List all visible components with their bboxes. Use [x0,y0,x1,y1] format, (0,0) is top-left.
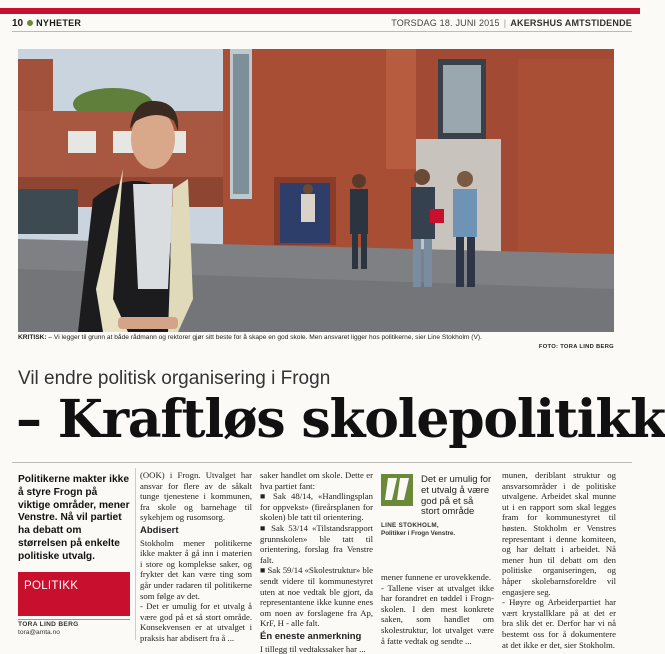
byline-name: TORA LIND BERG [18,621,130,629]
photo-credit: FOTO: TORA LIND BERG [539,344,614,350]
quote-text: Det er umulig for et utvalg å være god på et så stort område [421,475,493,518]
caption-label: KRITISK: [18,334,47,341]
section-tag: POLITIKK [18,572,130,616]
byline [18,619,130,637]
paragraph: saker handlet om skole. Dette er hva partiet fant: [260,470,373,491]
header-rule [12,31,632,32]
subheading: Abdisert [140,526,252,537]
article-column-1 [140,470,252,644]
article-headline: – Kraftløs skolepolitikk [16,389,665,450]
paragraph: mener funnene er urovekkende. [381,572,494,583]
section-name: NYHETER [36,18,81,28]
byline-email: tora@amta.no [18,629,130,637]
quote-mark-icon [381,474,413,506]
newspaper-name: AKERSHUS AMTSTIDENDE [510,18,632,28]
page-number: 10 [12,18,23,29]
page-header [12,16,632,30]
article-kicker: Vil endre politisk organisering i Frogn [18,368,330,390]
quote-name: LINE STOKHOLM, [381,522,491,530]
bullet-item: ■ Sak 48/14, «Handlingsplan for oppvekst» (fireårsplanen for skolen) ble tatt til orientering. [260,491,373,523]
article-column-4 [502,470,616,650]
photo-caption [18,333,614,342]
paragraph: - Høyre og Arbeiderpartiet har vært krystallklare på at det er bra slik det er. Derfor har vi nå bestemt oss for å dokumentere at det ikke er det, sier Stokholm. [502,597,616,650]
top-accent-bar [0,8,640,14]
paragraph: I tillegg til vedtakssaker har ... [260,644,373,654]
column-divider [135,468,136,640]
section-dot-icon [27,20,33,26]
article-lead: Politikerne makter ikke å styre Frogn på viktige områder, mener Venstre. Nå vil partiet ha debatt om størrelsen på enkelte politiske utvalg. [18,474,130,564]
quote-role: Politiker i Frogn Venstre. [381,530,491,538]
paragraph: (OOK) i Frogn. Utvalget har ansvar for flere av de såkalt tunge tjenestene i kommunen, fra skole og barnehage til sykehjem og rusomsorg. [140,470,252,523]
paragraph: - Det er umulig for et utvalg å være god på et så stort område. Konsekvensen er at utvalget i praksis har abdisert fra å ... [140,601,252,643]
article-column-3 [381,572,494,646]
bullet-item: ■ Sak 59/14 «Skolestruktur» ble sendt videre til kommunestyret uten at noe vedtak ble gjort, da representantene ikke kunne enes om noen av forslagene fra Ap, KrF, H - alle falt. [260,565,373,629]
caption-text: – Vi legger til grunn at både rådmann og rektorer gjør sitt beste for å skape en god skole. Men ansvaret ligger hos politikerne, sier Line Stokholm (V). [47,334,482,341]
paragraph: Stokholm mener politikerne ikke makter å gå inn i materien i store og komplekse saker, og frykter det kan være ting som går under radaren til politikerne som følge av det. [140,538,252,602]
article-column-2 [260,470,373,654]
header-separator: | [504,18,507,28]
paragraph: - Tallene viser at utvalget ikke har forandret en tøddel i Frogn-skolen. I den mest konkrete saken, som handlet om skolestruktur, lot utvalget være å fatte vedtak og sendte ... [381,583,494,647]
headline-rule [12,462,632,463]
quote-attribution [381,522,491,538]
paragraph: munen, deriblant struktur og ansvarsområder i de politiske utvalgene. Arbeidet skal munne ut i en rapport som skal legges fram for kommunestyret til høsten. Stokholm er Venstres representant i denne komiteen, og har deltatt i arbeidet. Nå mener hun til debatt om den politiske organiseringen, og håper skolebarnsforeldre vil engasjere seg. [502,470,616,597]
issue-date: TORSDAG 18. JUNI 2015 [391,18,500,28]
subheading: Én eneste anmerkning [260,632,373,643]
article-photo [18,49,614,332]
bullet-item: ■ Sak 53/14 «Tilstandsrapport grunnskolen» ble tatt til orientering, forslag fra Venstre falt. [260,523,373,565]
